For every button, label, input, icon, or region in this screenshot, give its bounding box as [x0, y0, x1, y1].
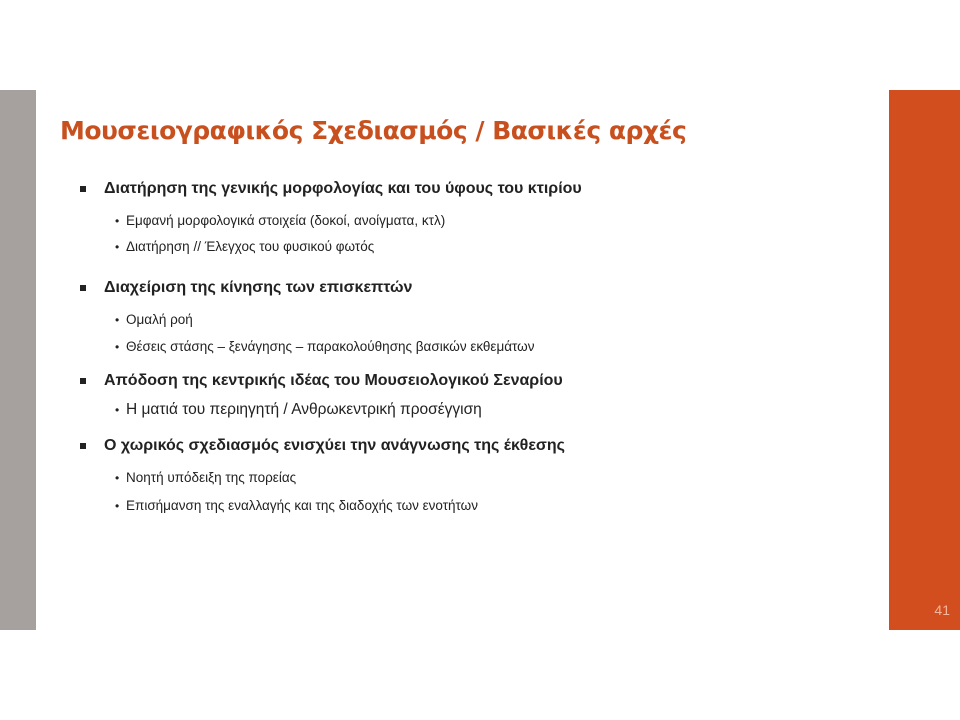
- slide-body: [80, 178, 880, 516]
- list-item-text: Η ματιά του περιηγητή / Ανθρωκεντρική προσέγγιση: [126, 401, 482, 418]
- list-item-text: Επισήμανση της εναλλαγής και της διαδοχής των ενοτήτων: [126, 498, 478, 513]
- square-bullet-icon: [80, 186, 86, 192]
- list-item: [80, 211, 880, 231]
- section-heading-text: Διατήρηση της γενικής μορφολογίας και του ύφους του κτιρίου: [104, 180, 582, 197]
- section-heading: [80, 277, 880, 299]
- bullet-icon: •: [115, 340, 120, 354]
- section-heading-text: Απόδοση της κεντρικής ιδέας του Μουσειολογικού Σεναρίου: [104, 372, 563, 389]
- bullet-icon: •: [115, 403, 120, 417]
- section-heading-text: Ο χωρικός σχεδιασμός ενισχύει την ανάγνωσης της έκθεσης: [104, 437, 565, 454]
- list-item: [80, 310, 880, 330]
- square-bullet-icon: [80, 443, 86, 449]
- list-item-text: Διατήρηση // Έλεγχος του φυσικού φωτός: [126, 239, 375, 254]
- list-item-text: Νοητή υπόδειξη της πορείας: [126, 470, 297, 485]
- section-heading: [80, 178, 880, 200]
- bullet-icon: •: [115, 471, 120, 485]
- bullet-icon: •: [115, 313, 120, 327]
- list-item: [80, 400, 880, 420]
- list-item: [80, 337, 880, 357]
- left-accent-bar: [0, 90, 36, 630]
- bullet-icon: •: [115, 214, 120, 228]
- square-bullet-icon: [80, 285, 86, 291]
- list-item-text: Θέσεις στάσης – ξενάγησης – παρακολούθησης βασικών εκθεμάτων: [126, 339, 535, 354]
- slide-title: Μουσειογραφικός Σχεδιασμός / Βασικές αρχές: [60, 116, 687, 145]
- right-accent-bar: [889, 90, 960, 630]
- list-item-text: Εμφανή μορφολογικά στοιχεία (δοκοί, ανοίγματα, κτλ): [126, 213, 446, 228]
- square-bullet-icon: [80, 378, 86, 384]
- section-heading: [80, 370, 880, 392]
- section-heading: [80, 435, 880, 457]
- section-heading-text: Διαχείριση της κίνησης των επισκεπτών: [104, 279, 413, 296]
- bullet-icon: •: [115, 499, 120, 513]
- bullet-icon: •: [115, 240, 120, 254]
- slide: [0, 90, 960, 630]
- list-item: [80, 468, 880, 488]
- list-item-text: Ομαλή ροή: [126, 312, 193, 327]
- page-number: 41: [934, 602, 950, 618]
- list-item: [80, 237, 880, 257]
- list-item: [80, 496, 880, 516]
